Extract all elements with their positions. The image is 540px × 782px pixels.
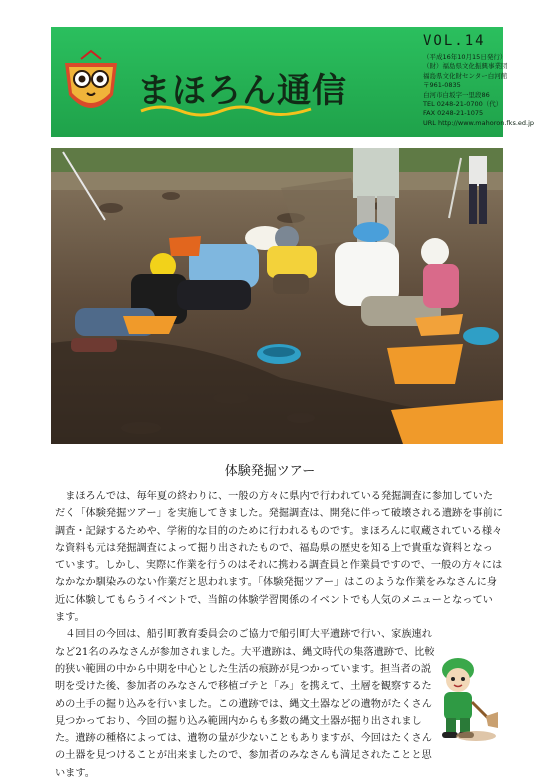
info-line: （平成16年10月15日発行）: [423, 53, 507, 61]
publisher-info: [423, 53, 535, 128]
info-line: （財）福島県文化振興事業団: [423, 62, 508, 71]
info-line: 白河市白坂字一里段86: [423, 90, 490, 99]
article-paragraph: まほろんでは、毎年夏の終わりに、一般の方々に県内で行われている発掘調査に参加していただく「体験発掘ツアー」を実施してきました。発掘調査は、開発に伴って破壊される遺跡を事前に調査・記録するためや、学術的な目的のために行われるものです。まほろんに収蔵されている様々な資料も元は発掘調査によって掘り出されたもので、福島県の歴史を知る上で貴重な資料となっています。しかし、実際に作業を行うのはそれに携わる調査員と作業員ですので、一般の方々にはなかなか馴染みのない作業だと思われます。「体験発掘ツアー」はこのような作業をみなさんに身近に体験してもらうイベントで、当館の体験学習関係のイベントでも人気のメニューとなっています。: [55, 491, 503, 624]
info-line: URL http://www.mahoron.fks.ed.jp: [423, 118, 535, 127]
mascot-icon: [428, 654, 502, 744]
volume-number: VOL.14: [423, 33, 486, 49]
title-wave-decoration: [141, 103, 311, 117]
mahoron-logo-icon: [61, 49, 121, 119]
masthead: [51, 27, 535, 137]
info-line: TEL 0248-21-0700（代）: [423, 100, 503, 109]
info-line: 福島県文化財センター白河館: [423, 71, 508, 80]
article-paragraph: ４回目の今回は、船引町教育委員会のご協力で船引町大平遺跡で行い、家族連れなど21名のみなさんが参加されました。大平遺跡は、縄文時代の集落遺跡で、比較的狭い範囲の中から中期を中心とした生活の痕跡が見つかっています。担当者の説明を受けた後、参加者のみなさんで移植ゴテと「み」を携えて、土層を観察するための土手の掘り込みを行いました。この遺跡では、縄文土器などの遺物がたくさん見つかっており、今回の掘り込み範囲内からも多数の縄文土器が掘り出されました。遺跡の種格によっては、遺物の量が少ないこともありますが、今回はたくさんの土器を見つけることが出来ましたので、参加者のみなさんも満足されたことと思います。: [55, 629, 435, 779]
article-title: 体験発掘ツアー: [224, 464, 316, 479]
newsletter-title: まほろん通信: [137, 71, 347, 111]
excavation-photo: [51, 148, 503, 444]
info-line: FAX 0248-21-1075: [423, 109, 484, 118]
info-line: 〒961-0835: [423, 81, 461, 90]
